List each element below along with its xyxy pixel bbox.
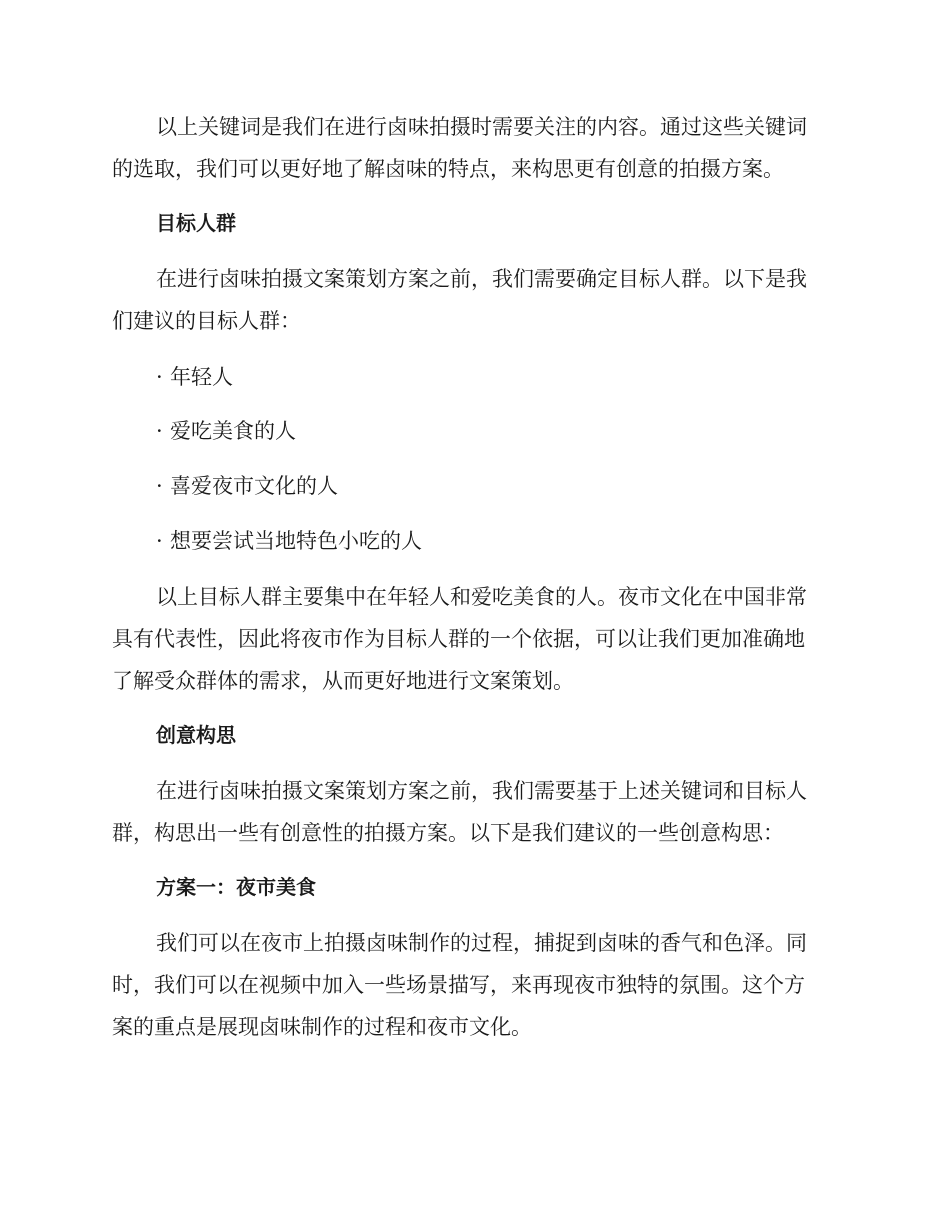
paragraph-plan-one-line-1: 我们可以在夜市上拍摄卤味制作的过程，捕捉到卤味的香气和色泽。同 (156, 931, 807, 955)
bullet-item (156, 416, 838, 446)
paragraph-keywords-line-1: 以上关键词是我们在进行卤味拍摄时需要关注的内容。通过这些关键词 (156, 115, 807, 139)
paragraph-audience-intro-line-1: 在进行卤味拍摄文案策划方案之前，我们需要确定目标人群。以下是我 (156, 267, 807, 291)
bullet-text: 喜爱夜市文化的人 (170, 474, 338, 498)
bullet-text: 年轻人 (170, 365, 233, 389)
paragraph-concept-intro-line-2: 群，构思出一些有创意性的拍摄方案。以下是我们建议的一些创意构思： (112, 821, 784, 845)
bullet-item (156, 526, 838, 556)
heading-target-audience: 目标人群 (156, 211, 236, 235)
bullet-marker: · (156, 529, 163, 553)
paragraph-audience-summary-line-2: 具有代表性，因此将夜市作为目标人群的一个依据，可以让我们更加准确地 (112, 627, 805, 651)
paragraph-plan-one-line-3: 案的重点是展现卤味制作的过程和夜市文化。 (112, 1015, 532, 1039)
bullet-text: 想要尝试当地特色小吃的人 (170, 529, 422, 553)
heading-creative-concept: 创意构思 (156, 723, 236, 747)
paragraph-audience-summary-line-3: 了解受众群体的需求，从而更好地进行文案策划。 (112, 669, 574, 693)
heading-plan-one: 方案一：夜市美食 (156, 875, 316, 899)
bullet-marker: · (156, 419, 163, 443)
bullet-item (156, 362, 838, 392)
bullet-marker: · (156, 474, 163, 498)
paragraph-plan-one-line-2: 时，我们可以在视频中加入一些场景描写，来再现夜市独特的氛围。这个方 (112, 973, 805, 997)
bullet-marker: · (156, 365, 163, 389)
paragraph-concept-intro-line-1: 在进行卤味拍摄文案策划方案之前，我们需要基于上述关键词和目标人 (156, 779, 807, 803)
paragraph-audience-intro-line-2: 们建议的目标人群： (112, 309, 301, 333)
paragraph-audience-summary-line-1: 以上目标人群主要集中在年轻人和爱吃美食的人。夜市文化在中国非常 (156, 585, 807, 609)
paragraph-keywords-line-2: 的选取，我们可以更好地了解卤味的特点，来构思更有创意的拍摄方案。 (112, 157, 784, 181)
bullet-text: 爱吃美食的人 (170, 419, 296, 443)
bullet-item (156, 471, 838, 501)
